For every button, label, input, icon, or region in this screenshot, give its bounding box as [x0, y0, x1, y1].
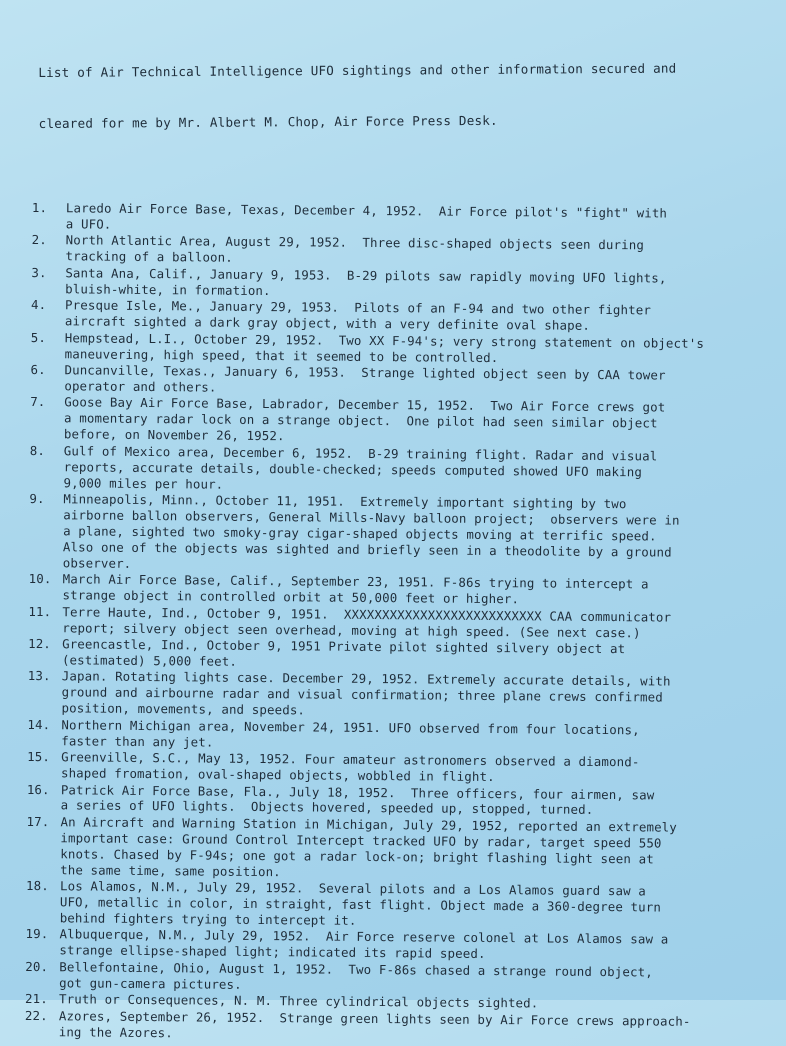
item-text — [65, 298, 755, 336]
item-text — [61, 717, 751, 755]
item-text-line: Bellefontaine, Ohio, August 1, 1952. Two F-86s chased a strange round object, — [59, 959, 653, 980]
item-number: 13. — [27, 668, 51, 684]
item-text-line: North Atlantic Area, August 29, 1952. Three disc-shaped objects seen during — [65, 232, 645, 253]
item-text — [61, 669, 751, 723]
item-text-line: strange ellipse-shaped light; indicated its rapid speed. — [59, 942, 486, 962]
item-text-line: observer. — [62, 554, 132, 571]
item-number: 4. — [31, 297, 47, 313]
item-text-line: reports, accurate details, double-checked; speeds computed showed UFO making — [63, 458, 643, 479]
item-text — [65, 265, 755, 303]
item-text — [61, 782, 751, 820]
item-number: 15. — [27, 749, 51, 765]
item-text-line: Greencastle, Ind., October 9, 1951 Private pilot sighted silvery object at — [62, 636, 626, 657]
item-text-line: operator and others. — [64, 378, 217, 395]
item-text-line: Azores, September 26, 1952. Strange green lights seen by Air Force crews approach- — [58, 1008, 691, 1029]
item-text-line: Gulf of Mexico area, December 6, 1952. B-29 training flight. Radar and visual — [63, 443, 658, 464]
item-text — [65, 330, 755, 368]
item-text-line: UFO, metallic in color, in straight, fast flight. Object made a 360-degree turn — [59, 894, 662, 915]
item-text-line: Hempstead, L.I., October 29, 1952. Two XX F-94's; very strong statement on object's — [64, 329, 705, 351]
item-number: 1. — [31, 200, 48, 216]
item-text-line: Santa Ana, Calif., January 9, 1953. B-29 pilots saw rapidly moving UFO lights, — [65, 265, 667, 286]
item-text — [63, 491, 754, 577]
item-text-line: before, on November 26, 1952. — [63, 426, 285, 444]
heading-line-1: List of Air Technical Intelligence UFO sightings and other information secured and — [38, 60, 677, 80]
item-text-line: An Aircraft and Warning Station in Michigan, July 29, 1952, reported an extremely — [60, 814, 678, 835]
list-item — [29, 491, 754, 577]
item-text — [59, 1008, 749, 1046]
item-text-line: got gun-camera pictures. — [59, 975, 242, 992]
list-item — [27, 668, 751, 722]
item-text-line: tracking of a balloon. — [65, 248, 233, 266]
item-number: 12. — [28, 635, 52, 652]
item-text-line: ground and airbourne radar and visual confirmation; three plane crews confirmed — [61, 684, 663, 705]
item-text-line: Patrick Air Force Base, Fla., July 18, 1952. Three officers, four airmen, saw — [60, 781, 655, 802]
item-text — [63, 443, 753, 497]
item-number: 18. — [25, 878, 49, 894]
item-text-line: Albuquerque, N.M., July 29, 1952. Air Force reserve colonel at Los Alamos saw a — [59, 926, 669, 948]
item-number: 14. — [27, 716, 51, 732]
item-number: 7. — [30, 394, 46, 410]
item-number: 2. — [31, 232, 47, 248]
item-text-line: faster than any jet. — [61, 732, 214, 750]
list-item — [30, 394, 754, 448]
item-text-line: Northern Michigan area, November 24, 1951. UFO observed from four locations, — [61, 716, 640, 738]
item-text-line: Greenville, S.C., May 13, 1952. Four amateur astronomers observed a diamond- — [61, 749, 640, 770]
item-text-line: shaped fromation, oval-shaped objects, wobbled in flight. — [60, 765, 495, 785]
sightings-list — [25, 200, 756, 1046]
item-text — [64, 362, 754, 400]
item-text-line: important case: Ground Control Intercept tracked UFO by radar, target speed 550 — [60, 830, 662, 851]
item-text-line: Los Alamos, N.M., July 29, 1952. Several pilots and a Los Alamos guard saw a — [59, 878, 647, 899]
item-text-line: airborne ballon observers, General Mills-Navy balloon project; observers were in — [63, 507, 680, 528]
item-text-line: Japan. Rotating lights case. December 29, 1952. Extremely accurate details, with — [61, 668, 671, 689]
item-number: 11. — [28, 603, 52, 619]
item-text-line: a series of UFO lights. Objects hovered, speeded up, stopped, turned. — [60, 797, 594, 818]
item-text-line: Also one of the objects was sighted and briefly seen in a theodolite by a ground — [62, 539, 672, 560]
item-text-line: knots. Chased by F-94s; one got a radar lock-on; bright flashing light seen at — [60, 846, 654, 867]
item-number: 19. — [25, 926, 49, 942]
item-text — [66, 200, 756, 238]
item-text-line: Laredo Air Force Base, Texas, December 4, 1952. Air Force pilot's "fight" with — [65, 200, 668, 221]
item-number: 6. — [30, 362, 46, 378]
item-text-line: 9,000 miles per hour. — [63, 474, 224, 492]
item-text-line: a momentary radar lock on a strange object. One pilot had seen similar object — [64, 410, 658, 431]
item-number: 9. — [29, 491, 45, 507]
item-number: 22. — [24, 1007, 48, 1023]
item-text — [65, 233, 755, 271]
page-heading — [38, 25, 757, 166]
item-text-line: Minneapolis, Minn., October 11, 1951. Extremely important sighting by two — [63, 491, 627, 512]
item-text — [62, 604, 752, 642]
item-text-line: bluish-white, in formation. — [65, 281, 271, 298]
item-text — [60, 878, 750, 932]
item-text-line: a plane, sighted two smoky-gray cigar-shaped objects moving at terrific speed. — [63, 523, 657, 544]
item-text-line: Terre Haute, Ind., October 9, 1951. XXXXXXXXXXXXXXXXXXXXXXXXXX CAA communicator — [62, 603, 672, 625]
list-item — [26, 814, 751, 884]
item-number: 20. — [25, 958, 49, 975]
list-item — [25, 1008, 749, 1046]
item-text-line: position, movements, and speeds. — [61, 700, 306, 718]
item-number: 21. — [24, 991, 48, 1007]
item-text-line: Duncanville, Texas., January 6, 1953. Strange lighted object seen by CAA tower — [64, 362, 666, 383]
item-text-line: the same time, same position. — [60, 861, 281, 879]
item-text — [61, 749, 751, 787]
item-text-line: Presque Isle, Me., January 29, 1953. Pilots of an F-94 and two other fighter — [65, 297, 652, 318]
item-number: 8. — [29, 442, 46, 458]
item-number: 10. — [28, 571, 52, 587]
item-number: 3. — [31, 264, 47, 280]
item-text-line: ing the Azores. — [58, 1023, 173, 1040]
item-text-line: strange object in controlled orbit at 50,000 feet or higher. — [62, 587, 520, 607]
list-item — [29, 443, 753, 497]
item-text-line: report; silvery object seen overhead, moving at high speed. (See next case.) — [62, 619, 641, 640]
item-text-line: March Air Force Base, Calif., September 23, 1951. F-86s trying to intercept a — [62, 571, 649, 592]
item-text — [62, 571, 752, 609]
item-text — [60, 814, 751, 884]
heading-line-2: cleared for me by Mr. Albert M. Chop, Air Force Press Desk. — [38, 112, 498, 131]
item-number: 16. — [26, 781, 50, 797]
item-text-line: (estimated) 5,000 feet. — [61, 652, 238, 669]
item-text — [62, 636, 752, 674]
item-number: 5. — [30, 329, 47, 345]
item-text-line: maneuvering, high speed, that it seemed to be controlled. — [64, 345, 499, 365]
item-number: 17. — [26, 813, 50, 830]
item-text-line: Goose Bay Air Force Base, Labrador, December 15, 1952. Two Air Force crews got — [64, 394, 666, 415]
item-text — [59, 927, 749, 965]
item-text-line: Truth or Consequences, N. M. Three cylindrical objects sighted. — [58, 991, 539, 1011]
item-text — [64, 395, 754, 449]
item-text-line: a UFO. — [65, 216, 112, 232]
item-text — [59, 959, 749, 997]
list-item — [26, 878, 750, 932]
item-text-line: behind fighters trying to intercept it. — [59, 910, 357, 928]
item-text-line: aircraft sighted a dark gray object, with a very definite oval shape. — [64, 313, 591, 333]
